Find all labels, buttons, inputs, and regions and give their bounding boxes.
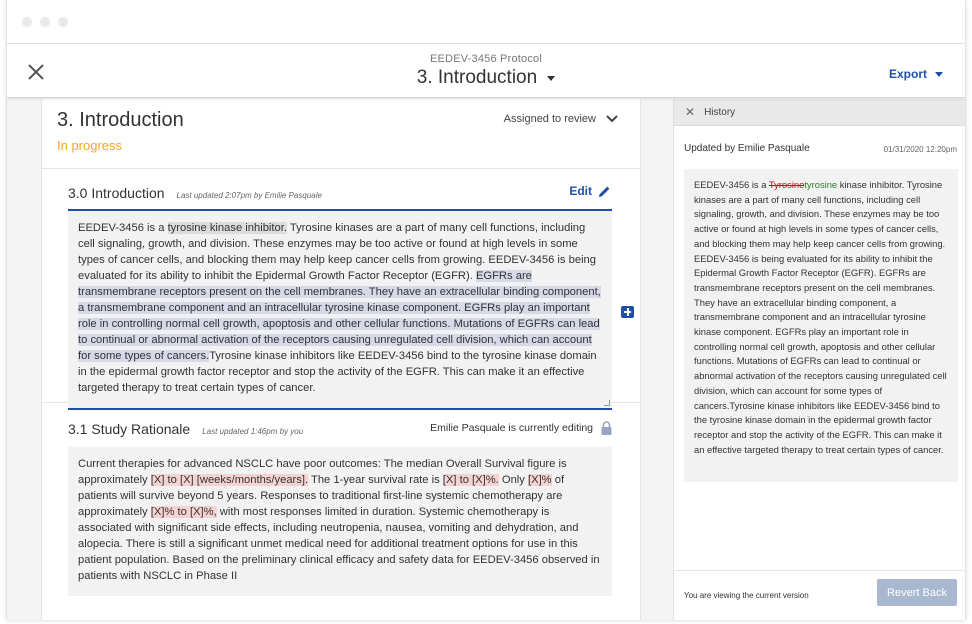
export-menu-button[interactable] (889, 67, 943, 81)
export-label: Export (888, 67, 927, 81)
placeholder-highlight: [X] to [X]%. (442, 474, 499, 486)
window-dot-close[interactable] (22, 17, 32, 27)
revert-back-button[interactable]: Revert Back (877, 579, 957, 606)
subsection-title (68, 421, 303, 437)
history-footer (674, 570, 966, 620)
section-header (42, 99, 640, 169)
history-header (674, 99, 966, 126)
window-chrome (7, 0, 965, 44)
app-header (7, 44, 965, 98)
edit-button[interactable] (569, 184, 611, 198)
subsection-study-rationale (42, 403, 640, 596)
history-panel (673, 99, 966, 620)
section-selector[interactable] (417, 67, 555, 89)
diff-text: EEDEV-3456 is a (694, 179, 769, 190)
introduction-text-editor[interactable] (68, 209, 612, 410)
body-text: of patients will survive beyond 5 years. Responses to traditional first-line systemic chemotherapy are approximately (78, 474, 565, 518)
close-icon[interactable]: ✕ (685, 105, 696, 119)
editor-text: Tyrosine kinase inhibitors like EEDEV-3456 bind to the tyrosine kinase domain in the epidermal growth factor receptor and stop the activity of the EGFR. This can make it an effective targeted therapy to treat certain types of cancer. (78, 350, 597, 394)
pencil-icon (598, 185, 611, 198)
assignment-dropdown[interactable] (504, 113, 618, 125)
highlight-comment[interactable]: tyrosine kinase inhibitor. (167, 222, 287, 234)
app-window (6, 0, 966, 620)
chevron-down-icon (606, 115, 618, 123)
caret-down-icon (935, 72, 943, 77)
selected-text[interactable]: EGFRs are transmembrane receptors present on the cell membranes. They have an extracellular binding component, a transmembrane component and an intracellular tyrosine kinase component. EGFRs play an important role in controlling normal cell growth, apoptosis and other cellular functions. Mutations of EGFRs can lead to continual or abnormal activation of the receptors causing unregulated cell division, which can account for some types of cancers. (78, 270, 601, 362)
document-name: EEDEV-3456 Protocol (429, 53, 543, 65)
study-rationale-text (68, 447, 612, 596)
status-badge: In progress (57, 138, 123, 153)
editor-text: EEDEV-3456 is a (78, 222, 168, 234)
subsection-title-text: 3.0 Introduction (68, 185, 165, 201)
window-dot-minimize[interactable] (40, 17, 50, 27)
section-heading: 3. Introduction (57, 109, 184, 131)
body-text: Only (498, 474, 528, 486)
placeholder-highlight: [X]% to [X]%, (150, 506, 217, 518)
editing-indicator (430, 421, 612, 435)
caret-down-icon (547, 76, 555, 81)
placeholder-highlight: [X] to [X] [weeks/months/years]. (150, 474, 309, 486)
body-text: The 1-year survival rate is (308, 474, 443, 486)
revision-date: 01/31/2020 12:20pm (883, 145, 957, 154)
placeholder-highlight: [X]% (528, 474, 552, 486)
edit-label: Edit (569, 184, 592, 198)
section-selector-label: 3. Introduction (416, 67, 538, 88)
assignment-label: Assigned to review (503, 113, 596, 125)
subsection-title-text: 3.1 Study Rationale (68, 421, 191, 437)
last-updated-meta: Last updated 2:07pm by Emilie Pasquale (176, 191, 322, 200)
editing-status-text: Emilie Pasquale is currently editing (430, 422, 593, 434)
document-panel (41, 99, 641, 620)
lock-icon (601, 421, 612, 435)
last-updated-meta: Last updated 1:46pm by you (202, 427, 304, 436)
diff-text: kinase inhibitor. Tyrosine kinases are a part of many cell functions, including cell signaling, growth, and division. These enzymes may be too active or found at high levels in some types of cancer cells, and blocking them may help keep cancer cells from growing. EEDEV-3456 is being evaluated for its ability to inhibit the Epidermal Growth Factor Receptor (EGFR). EGFRs are transmembrane receptors present on the cell membranes. They have an extracellular binding component, a transmembrane component and an intracellular tyrosine kinase component. EGFRs play an important role in controlling normal cell growth, apoptosis and other cellular functions. Mutations of EGFRs can lead to continual or abnormal activation of the receptors causing unregulated cell division, which can account for some types of cancers.Tyrosine kinase inhibitors like EEDEV-3456 bind to the tyrosine kinase domain in the epidermal growth factor receptor and stop the activity of the EGFR. This can make it an effective targeted therapy to treat certain types of cancer. (694, 179, 947, 455)
body-text: Current therapies for advanced NSCLC have poor outcomes: The median Overall Survival figure is approximately (78, 458, 567, 486)
add-comment-icon[interactable] (621, 306, 634, 318)
editor-text: Tyrosine kinases are a part of many cell functions, including cell signaling, growth, and division. These enzymes may be too active or found at high levels in some types of cancer cells, and blocking them may help keep cancer cells from growing. EEDEV-3456 is being evaluated for its ability to inhibit the Epidermal Growth Factor Receptor (EGFR). (78, 222, 596, 282)
subsection-introduction (42, 169, 640, 403)
body-text: with most responses limited in duration. Systemic chemotherapy is associated with significant side effects, including neutropenia, nausea, vomiting and dehydration, and alopecia. There is still a significant unmet medical need for additional treatment options for use in this patient population. Based on the preliminary clinical efficacy and safety data for EEDEV-3456 observed in patients with NSCLC in Phase II (78, 506, 600, 582)
history-title: History (704, 106, 736, 118)
header-title-group (7, 53, 965, 89)
deleted-text: Tyrosine (768, 179, 805, 190)
subsection-header (42, 403, 640, 447)
subsection-title (68, 185, 322, 201)
revision-diff (684, 169, 958, 482)
current-version-note: You are viewing the current version (684, 591, 809, 600)
inserted-text: tyrosine (804, 179, 838, 190)
subsection-header (42, 169, 640, 209)
window-dot-maximize[interactable] (58, 17, 68, 27)
revision-author: Updated by Emilie Pasquale (684, 143, 810, 154)
